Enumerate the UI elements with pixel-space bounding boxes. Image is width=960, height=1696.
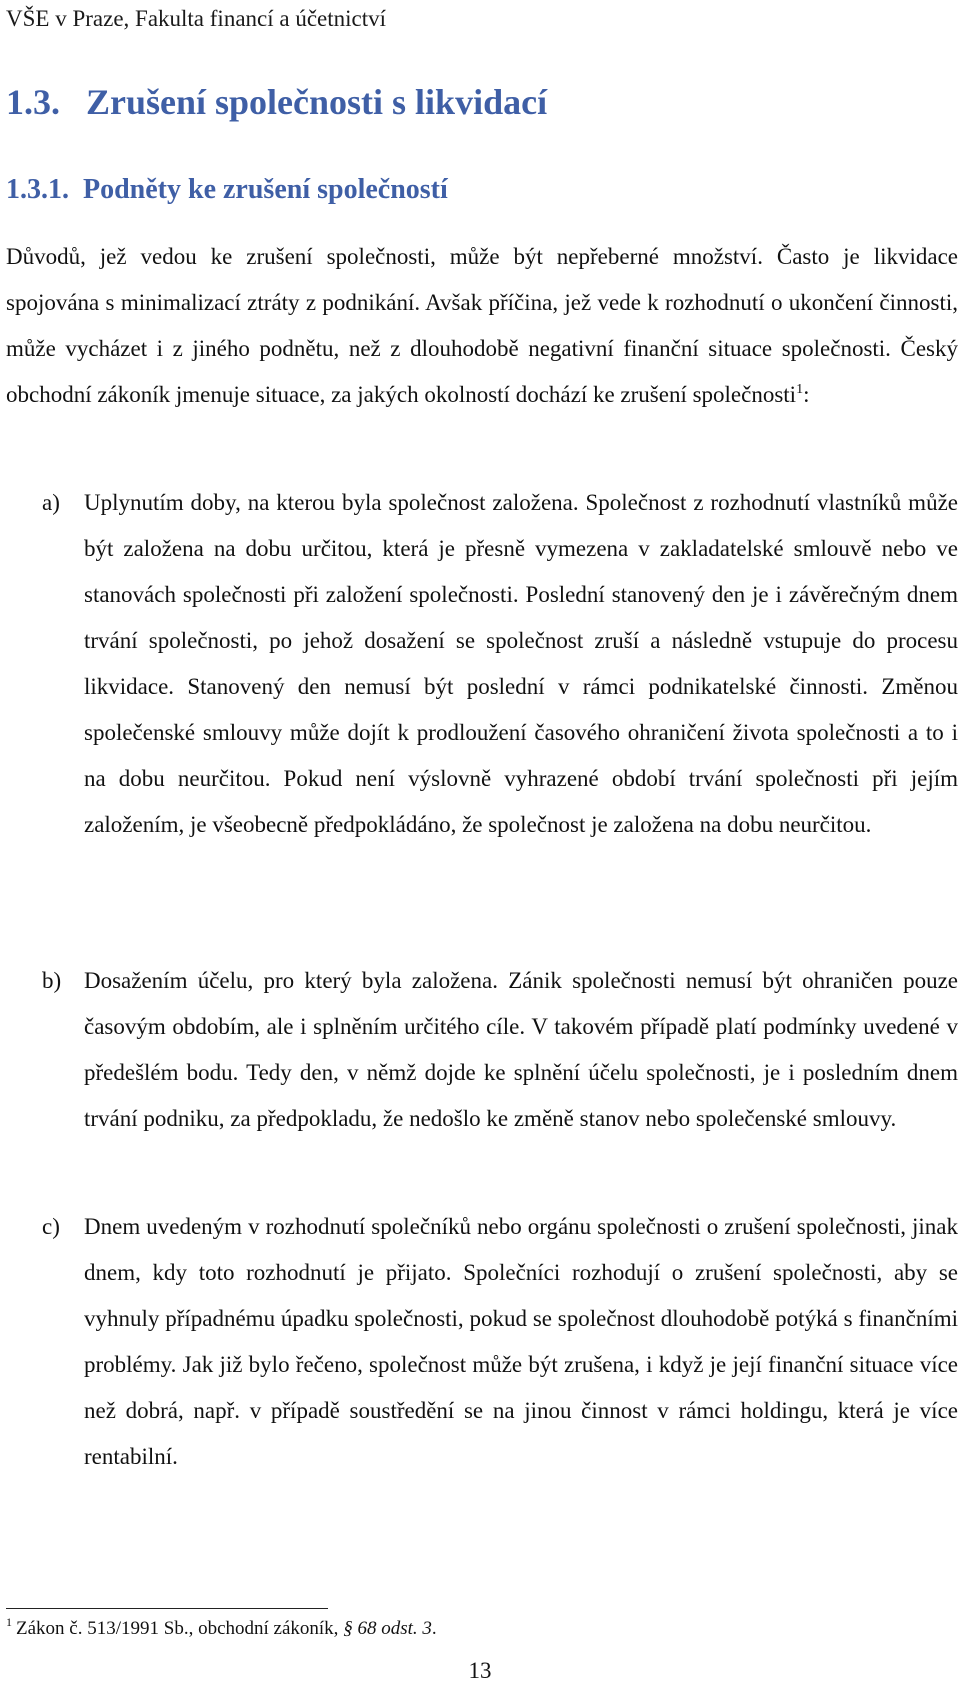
footnote-reference: 1 bbox=[796, 382, 804, 397]
footnote-end: . bbox=[431, 1618, 437, 1639]
footnote-number: 1 bbox=[6, 1615, 12, 1629]
list-item-c bbox=[6, 1204, 958, 1480]
list-marker: a) bbox=[42, 490, 60, 515]
list-marker: c) bbox=[42, 1214, 60, 1239]
footnote-text: Zákon č. 513/1991 Sb., obchodní zákoník, bbox=[16, 1618, 344, 1639]
list-item-a bbox=[6, 480, 958, 848]
list-item-text: Dnem uvedeným v rozhodnutí společníků nebo orgánu společnosti o zrušení společnosti, jinak dnem, kdy toto rozhodnutí je přijato. Společníci rozhodují o zrušení společnosti, aby se vyhnuly případnému úpadku společnosti, pokud se společnost dlouhodobě potýká s finančními problémy. Jak již bylo řečeno, společnost může být zrušena, i když je její finanční situace více než dobrá, např. v případě soustředění se na jinou činnost v rámci holdingu, která je více rentabilní. bbox=[84, 1214, 958, 1469]
section-number: 1.3. bbox=[6, 82, 60, 122]
intro-text: Důvodů, jež vedou ke zrušení společnosti, může být nepřeberné množství. Často je likvidace spojována s minimalizací ztráty z podnikání. Avšak příčina, jež vede k rozhodnutí o ukončení činnosti, může vycházet i z jiného podnětu, než z dlouhodobě negativní finanční situace společnosti. Český obchodní zákoník jmenuje situace, za jakých okolností dochází ke zrušení společnosti bbox=[6, 244, 958, 407]
footnote-section: § 68 odst. 3 bbox=[343, 1618, 432, 1639]
subsection-number: 1.3.1. bbox=[6, 174, 69, 205]
section-title: Zrušení společnosti s likvidací bbox=[86, 82, 548, 122]
list-marker: b) bbox=[42, 968, 62, 993]
list-item-text: Uplynutím doby, na kterou byla společnost založena. Společnost z rozhodnutí vlastníků může být založena na dobu určitou, která je přesně vymezena v zakladatelské smlouvě nebo ve stanovách společnosti při založení společnosti. Poslední stanovený den je i závěrečným dnem trvání společnosti, po jehož dosažení se společnost zruší a následně vstupuje do procesu likvidace. Stanovený den nemusí být poslední v rámci podnikatelské činnosti. Změnou společenské smlouvy může dojít k prodloužení časového ohraničení života společnosti a to i na dobu neurčitou. Pokud není výslovně vyhrazené období trvání společnosti při jejím založením, je všeobecně předpokládáno, že společnost je založena na dobu neurčitou. bbox=[84, 490, 958, 837]
page-number: 13 bbox=[468, 1658, 492, 1683]
subsection-title: Podněty ke zrušení společností bbox=[83, 174, 448, 205]
footnote-separator bbox=[6, 1608, 328, 1609]
intro-paragraph bbox=[6, 234, 958, 418]
intro-colon: : bbox=[803, 382, 810, 407]
running-header: VŠE v Praze, Fakulta financí a účetnictví bbox=[6, 6, 387, 31]
list-item-text: Dosažením účelu, pro který byla založena. Zánik společnosti nemusí být ohraničen pouze časovým obdobím, ale i splněním určitého cíle. V takovém případě platí podmínky uvedené v předešlém bodu. Tedy den, v němž dojde ke splnění účelu společnosti, je i posledním dnem trvání podniku, za předpokladu, že nedošlo ke změně stanov nebo společenské smlouvy. bbox=[84, 968, 958, 1131]
footnote bbox=[6, 1616, 437, 1642]
list-item-b bbox=[6, 958, 958, 1142]
subsection-heading bbox=[6, 172, 448, 208]
section-heading bbox=[6, 80, 547, 124]
